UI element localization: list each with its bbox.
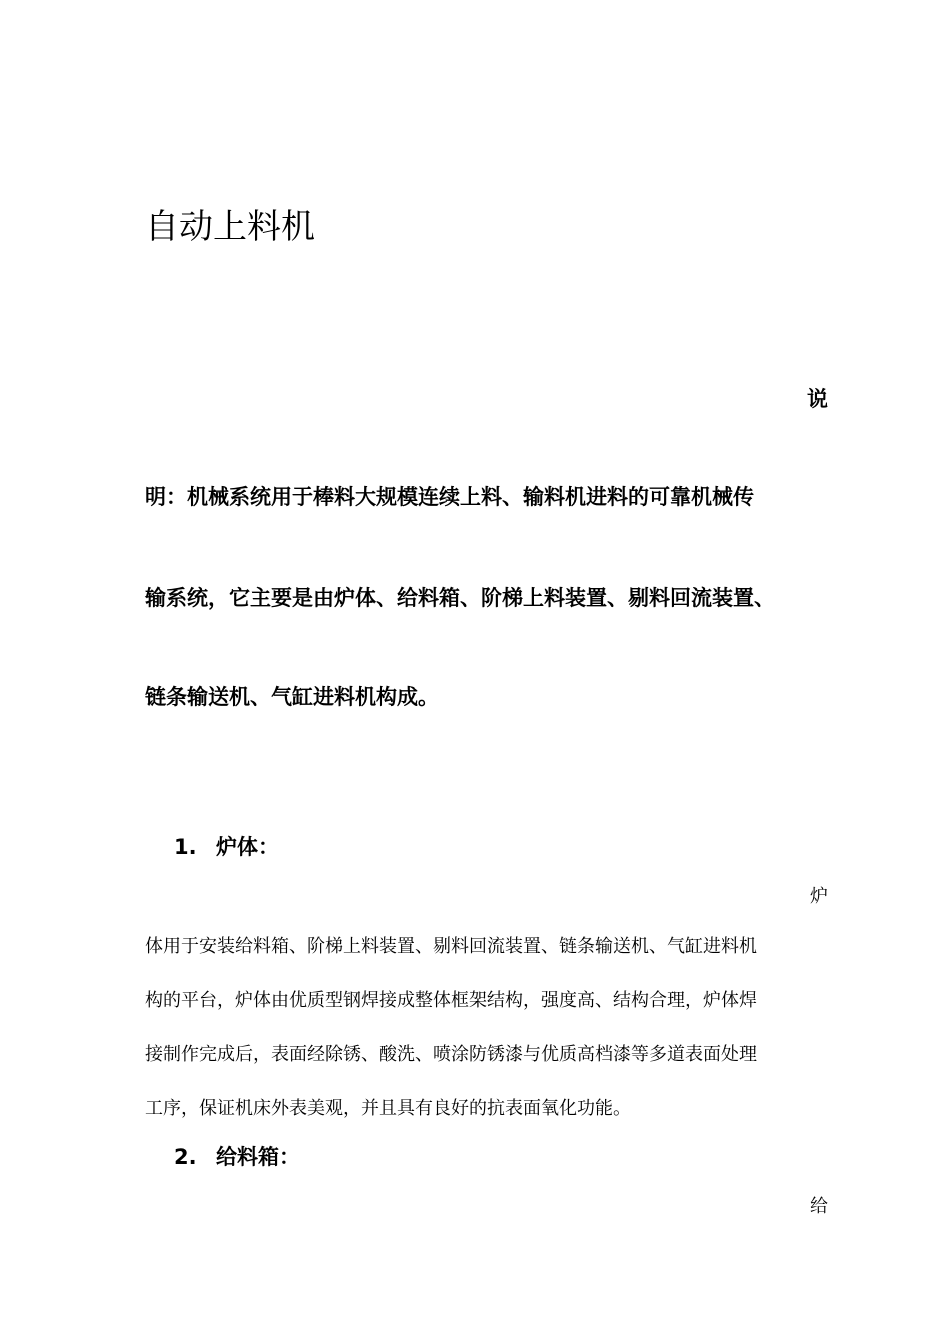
intro-line-3: 链条输送机、气缸进料机构成。	[145, 685, 439, 709]
document-title: 自动上料机	[145, 207, 315, 247]
section-1-line-4: 工序，保证机床外表美观，并且具有良好的抗表面氧化功能。	[145, 1098, 631, 1119]
section-1-first-char: 炉	[810, 886, 828, 907]
section-title: 炉体：	[216, 835, 279, 859]
intro-line-2: 输系统，它主要是由炉体、给料箱、阶梯上料装置、剔料回流装置、	[145, 586, 775, 610]
section-heading-feed-box	[174, 1142, 300, 1172]
section-title: 给料箱：	[216, 1145, 300, 1169]
section-1-line-2: 构的平台，炉体由优质型钢焊接成整体框架结构，强度高、结构合理，炉体焊	[145, 990, 757, 1011]
section-1-line-3: 接制作完成后，表面经除锈、酸洗、喷涂防锈漆与优质高档漆等多道表面处理	[145, 1044, 757, 1065]
intro-line-1: 明：机械系统用于棒料大规模连续上料、输料机进料的可靠机械传	[145, 485, 754, 509]
intro-first-char: 说	[807, 387, 828, 411]
section-1-line-1: 体用于安装给料箱、阶梯上料装置、剔料回流装置、链条输送机、气缸进料机	[145, 936, 757, 957]
section-number: 1.	[174, 835, 197, 859]
section-heading-furnace	[174, 832, 279, 862]
section-number: 2.	[174, 1145, 197, 1169]
section-2-first-char: 给	[810, 1196, 828, 1217]
